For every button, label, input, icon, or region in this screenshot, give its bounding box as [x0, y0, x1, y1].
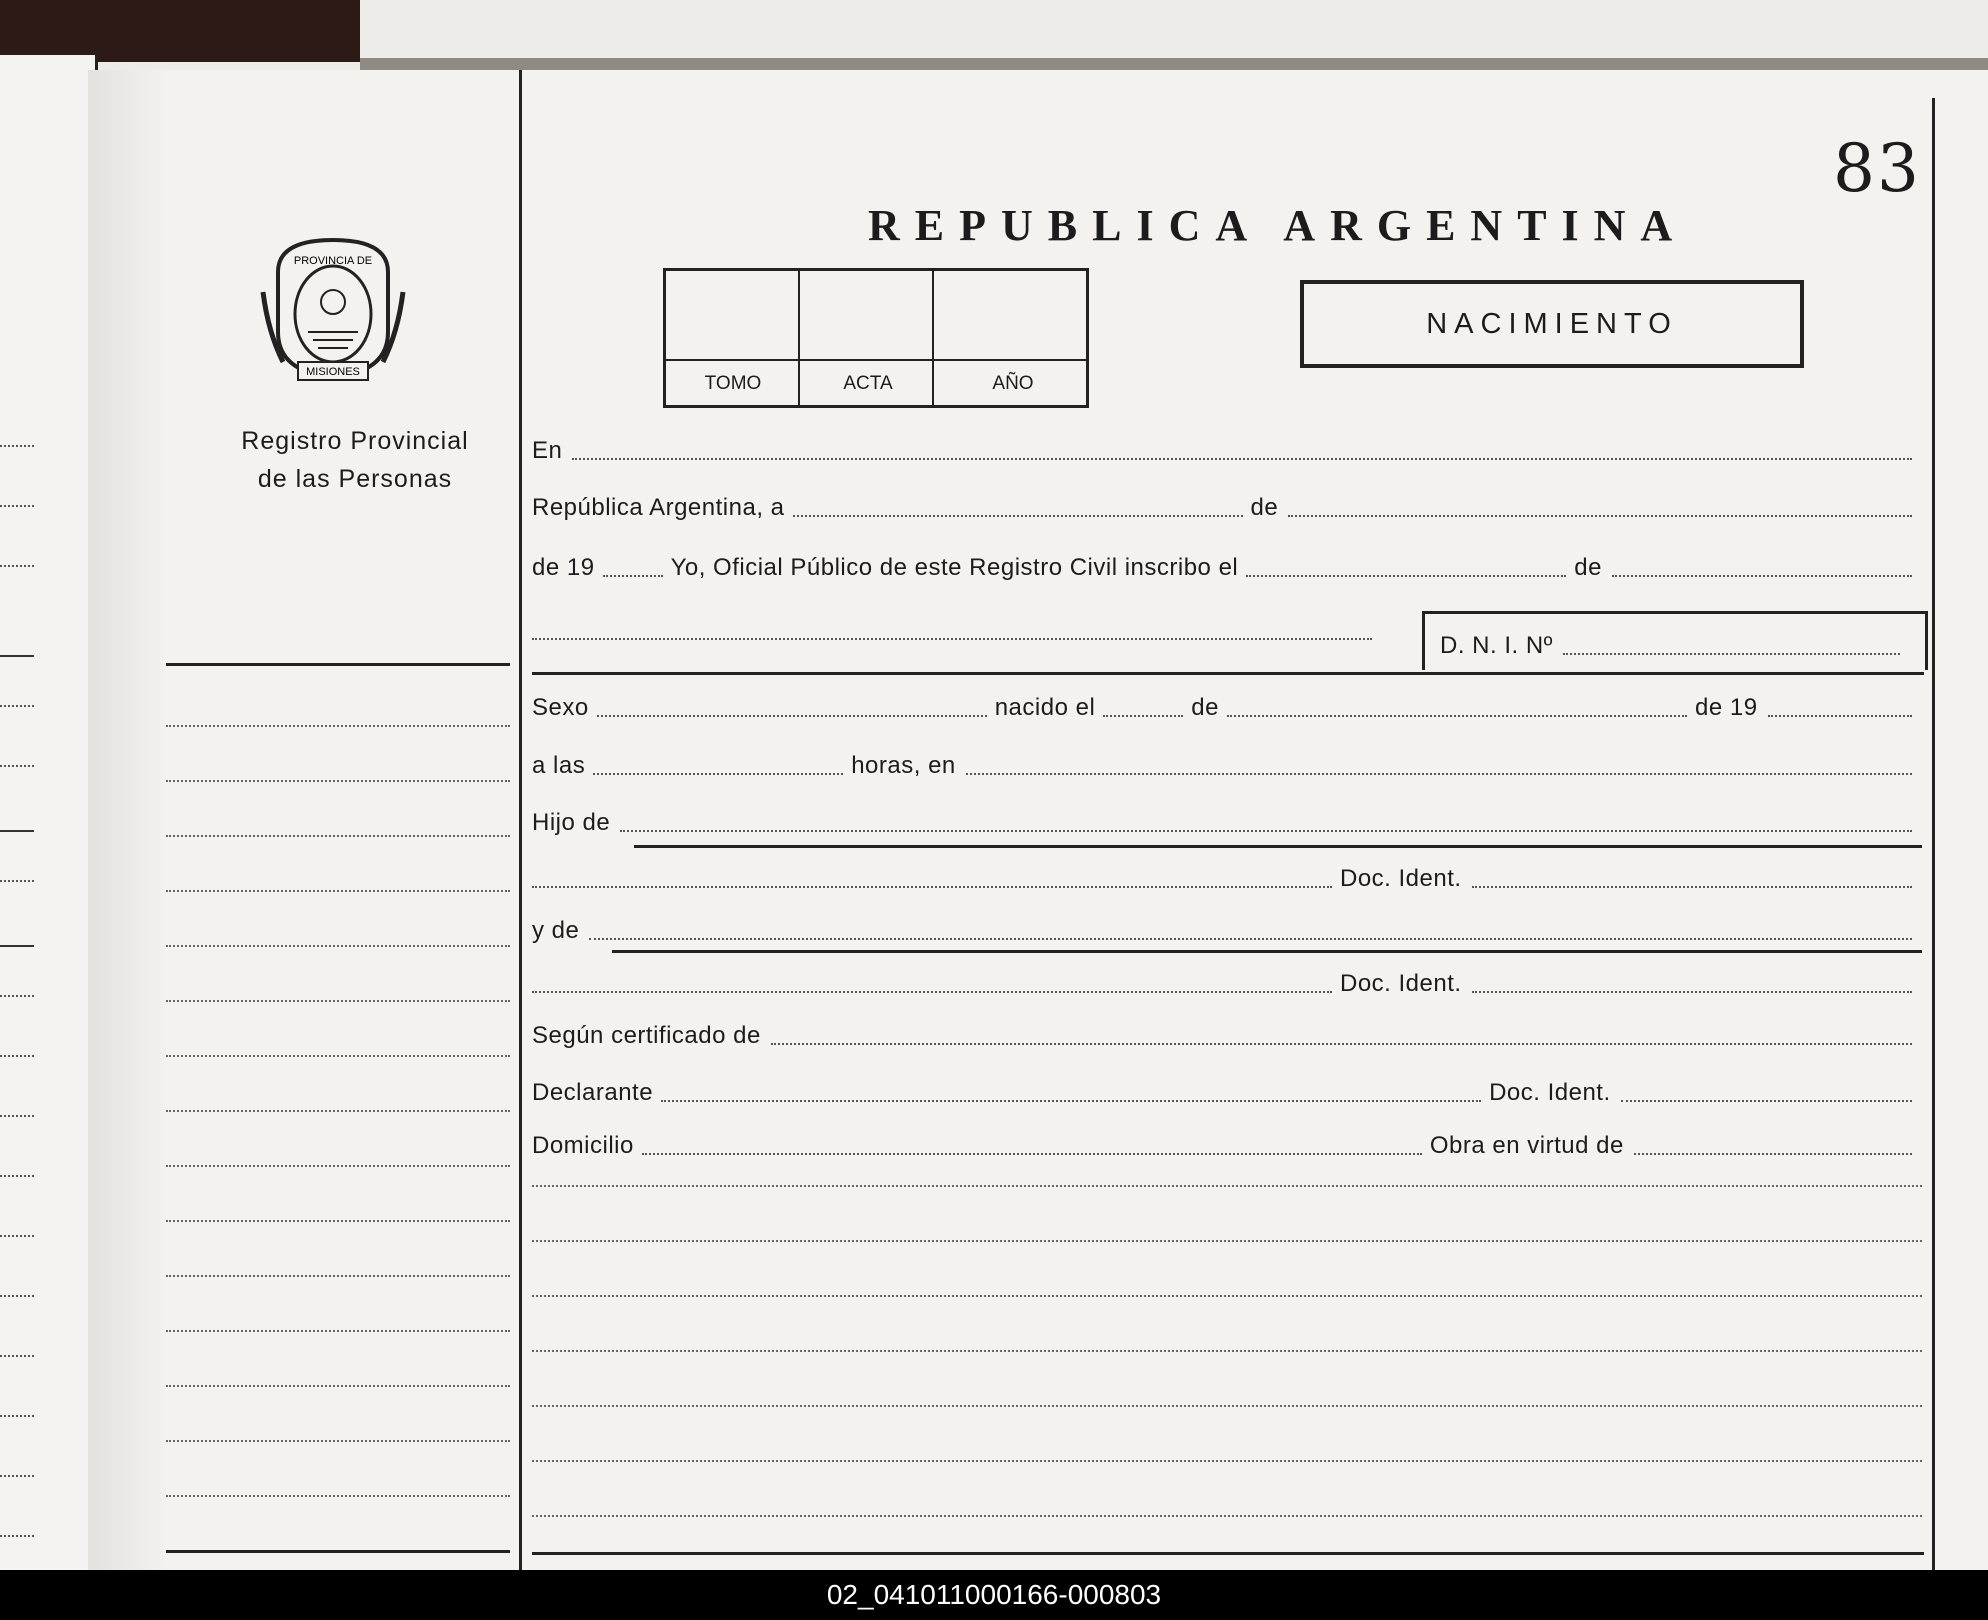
- blank-line: [532, 1515, 1922, 1517]
- blank-line: [532, 1240, 1922, 1242]
- section-rule: [532, 672, 1924, 675]
- field-certificado: Según certificado de: [532, 1020, 1922, 1050]
- provincial-coat-of-arms-icon: [258, 232, 408, 387]
- margin-line: [166, 1055, 510, 1057]
- margin-line: [166, 1110, 510, 1112]
- field-hora: a las horas, en: [532, 750, 1922, 780]
- registry-line-1: Registro Provincial: [241, 427, 469, 455]
- blank-line: [532, 1405, 1922, 1407]
- margin-line: [166, 1275, 510, 1277]
- field-republica: República Argentina, a de: [532, 492, 1922, 522]
- margin-line: [166, 725, 510, 727]
- field-inscripcion: de 19 Yo, Oficial Público de este Registro Civil inscribo el de: [532, 552, 1922, 582]
- margin-line: [166, 1440, 510, 1442]
- bottom-rule: [532, 1552, 1924, 1555]
- margin-line: [166, 1330, 510, 1332]
- margin-rule: [166, 1550, 510, 1553]
- blank-line: [532, 1460, 1922, 1462]
- page-number: 83: [1833, 130, 1921, 207]
- dark-background: [0, 0, 360, 62]
- margin-line: [166, 1385, 510, 1387]
- field-hijo-de: Hijo de: [532, 807, 1922, 837]
- field-sexo: Sexo nacido el de de 19: [532, 692, 1922, 722]
- registry-line-2: de las Personas: [257, 465, 453, 493]
- acta-label: ACTA: [843, 373, 893, 394]
- tomo-label: TOMO: [704, 373, 762, 394]
- field-nombre: [532, 615, 1382, 645]
- blank-line: [532, 1350, 1922, 1352]
- margin-line: [166, 835, 510, 837]
- margin-line: [166, 1495, 510, 1497]
- field-declarante: Declarante Doc. Ident.: [532, 1077, 1922, 1107]
- parent-rule: [612, 950, 1922, 953]
- page-border-right: [1932, 98, 1935, 1570]
- margin-line: [166, 945, 510, 947]
- emblem-text-bottom: MISIONES: [306, 366, 360, 378]
- ano-label: AÑO: [992, 373, 1034, 394]
- margin-line: [166, 1165, 510, 1167]
- act-type-box: NACIMIENTO: [1300, 280, 1804, 368]
- field-y-de: y de: [532, 915, 1922, 945]
- margin-line: [166, 890, 510, 892]
- field-doc-padre: Doc. Ident.: [532, 863, 1922, 893]
- margin-line: [166, 1220, 510, 1222]
- blank-line: [532, 1295, 1922, 1297]
- margin-line: [166, 780, 510, 782]
- field-en: En: [532, 435, 1922, 465]
- field-dni: D. N. I. Nº: [1440, 630, 1910, 660]
- column-divider: [519, 70, 522, 1570]
- field-domicilio: Domicilio Obra en virtud de: [532, 1130, 1922, 1160]
- registry-name: [200, 422, 510, 498]
- register-page: [88, 70, 1988, 1570]
- emblem-text-top: PROVINCIA DE: [293, 255, 373, 267]
- parent-rule: [634, 845, 1922, 848]
- image-identifier: 02_041011000166-000803: [0, 1570, 1988, 1620]
- index-box: [663, 268, 1089, 408]
- blank-line: [532, 1185, 1922, 1187]
- document-title: REPUBLICA ARGENTINA: [868, 201, 1688, 250]
- page-gutter: [88, 70, 168, 1570]
- previous-page-edge: [0, 55, 98, 1570]
- margin-line: [166, 1000, 510, 1002]
- field-doc-madre: Doc. Ident.: [532, 968, 1922, 998]
- margin-rule: [166, 663, 510, 666]
